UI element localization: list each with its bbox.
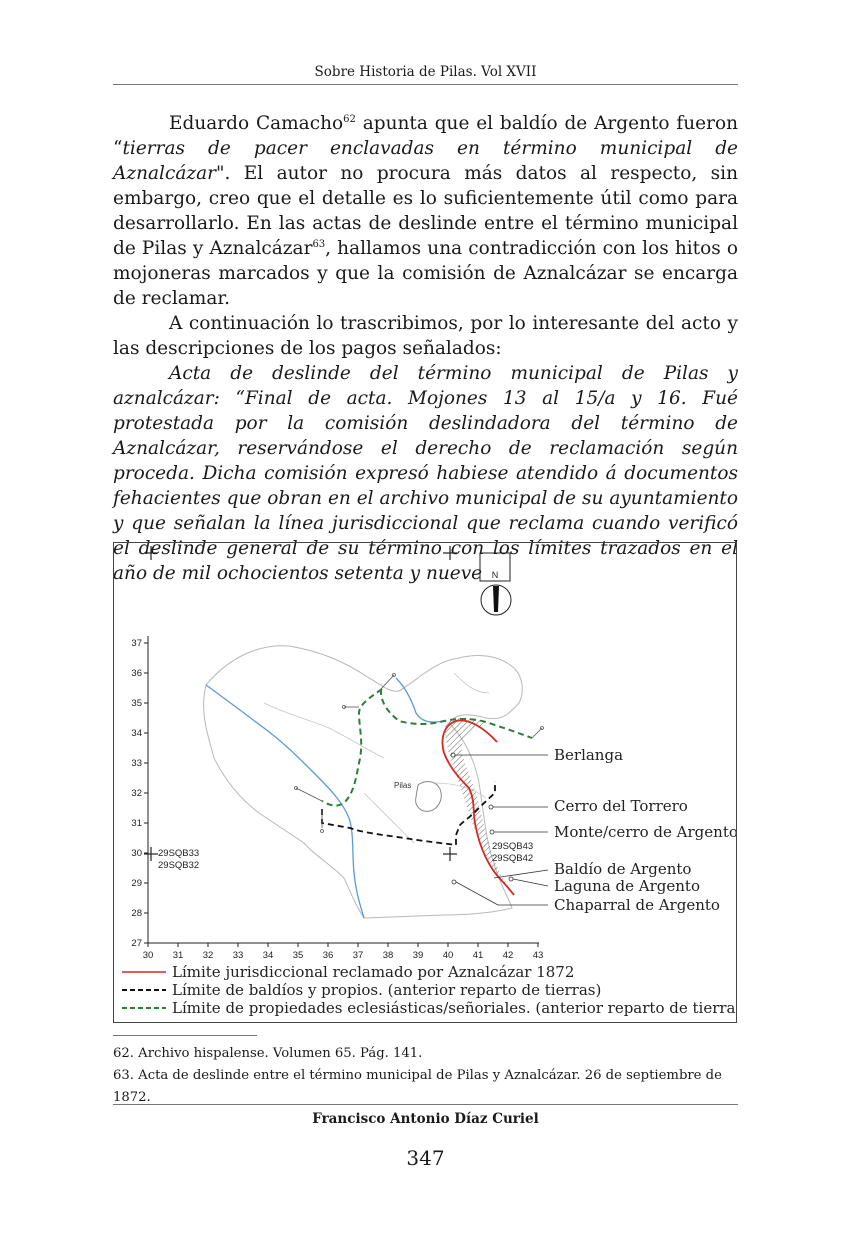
footnote-ref-63: 63 [312, 238, 326, 250]
x-tick-label: 43 [532, 950, 544, 961]
y-tick-label: 33 [131, 758, 142, 769]
legend-green-label: Límite de propiedades eclesiásticas/señoriales. (anterior reparto de tierras) [172, 999, 736, 1017]
y-tick-label: 31 [131, 818, 142, 829]
x-tick-label: 37 [352, 950, 364, 961]
grid-crosses [144, 546, 457, 861]
footnote-63: 63. Acta de deslinde entre el término municipal de Pilas y Aznalcázar. 26 de septiembre de 1872. [113, 1068, 722, 1105]
river-east [396, 678, 444, 722]
y-tick-label: 28 [131, 908, 142, 919]
legend-red-label: Límite jurisdiccional reclamado por Aznalcázar 1872 [172, 963, 575, 981]
sheet-label-left-bottom: 29SQB32 [158, 860, 200, 871]
label-baldio-argento: Baldío de Argento [554, 860, 692, 878]
sheet-label-right-bottom: 29SQB42 [492, 853, 534, 864]
footer-rule [113, 1104, 738, 1105]
x-tick-label: 40 [442, 950, 454, 961]
p1-quote: tierras de pacer enclavadas en término municipal de Aznalcázar [113, 138, 738, 184]
ecclesiastical-boundary-line [322, 689, 532, 806]
legend-black-label: Límite de baldíos y propios. (anterior reparto de tierras) [172, 981, 602, 999]
y-tick-label: 32 [131, 788, 142, 799]
paragraph-2: A continuación lo trascribimos, por lo interesante del acto y las descripciones de los pagos señalados: [113, 313, 738, 359]
p1-text-d: , hallamos una contradicción con los hitos o mojoneras marcados y que la comisión de Aznalcázar se encarga de reclamar. [113, 238, 738, 309]
footnote-ref-62: 62 [343, 113, 356, 125]
x-tick-label: 35 [292, 950, 304, 961]
town-label: Pilas [394, 781, 412, 790]
page-number: 347 [406, 1146, 445, 1170]
p1-text-a: Eduardo Camacho [169, 113, 344, 134]
paragraph-3: Acta de deslinde del término municipal de Pilas y aznalcázar: “Final de acta. Mojones 13 al 15/a y 16. Fué protestada por la comisión deslindadora del término de Aznalcázar, reservándose el derecho de reclamación según proceda. Dicha comisión expresó habiese atendido á documentos fehacientes que obran en el archivo municipal de su ayuntamiento y que señalan la línea jurisdiccional que reclama cuando verificó el deslinde general de su término con los límites trazados en el año de mil ochocientos setenta y nueve [113, 363, 738, 584]
sheet-label-left-top: 29SQB33 [158, 848, 200, 859]
p1-text-c: ". El autor no procura más datos al respecto, sin embargo, creo que el detalle es lo suficientemente útil como para desarrollarlo. En las actas de deslinde entre el término municipal de Pilas y Aznalcázar [113, 163, 738, 259]
x-tick-label: 33 [232, 950, 244, 961]
y-tick-label: 36 [131, 668, 142, 679]
label-monte-argento: Monte/cerro de Argento [554, 823, 736, 841]
footer-author: Francisco Antonio Díaz Curiel [312, 1111, 539, 1127]
map-legend [122, 963, 736, 1017]
label-chaparral-argento: Chaparral de Argento [554, 896, 720, 914]
y-tick-label: 29 [131, 878, 142, 889]
boundary-map [113, 542, 737, 1023]
footnotes [113, 1043, 753, 1109]
sheet-label-right-top: 29SQB43 [492, 841, 534, 852]
river-west [206, 685, 364, 918]
label-cerro-torrero: Cerro del Torrero [554, 797, 688, 815]
x-tick-label: 39 [412, 950, 424, 961]
x-tick-label: 30 [142, 950, 154, 961]
axes [144, 636, 539, 947]
header-rule [113, 84, 738, 85]
x-tick-label: 32 [202, 950, 214, 961]
municipal-boundary [204, 646, 523, 918]
footnote-rule [113, 1035, 257, 1036]
y-tick-label: 30 [131, 848, 142, 859]
x-tick-label: 31 [172, 950, 184, 961]
pilas-outline [416, 782, 442, 812]
x-tick-label: 38 [382, 950, 394, 961]
north-arrow-icon [480, 553, 511, 615]
x-tick-label: 41 [472, 950, 484, 961]
y-tick-label: 35 [131, 698, 142, 709]
running-header: Sobre Historia de Pilas. Vol XVII [314, 64, 537, 80]
footnote-62: 62. Archivo hispalense. Volumen 65. Pág. 141. [113, 1046, 423, 1061]
paragraph-1 [113, 111, 738, 311]
p1-text-b: apunta que el baldío de Argento fueron “ [113, 113, 738, 159]
x-tick-label: 36 [322, 950, 334, 961]
y-tick-label: 27 [131, 938, 142, 949]
x-tick-label: 42 [502, 950, 514, 961]
label-berlanga: Berlanga [554, 746, 624, 764]
x-tick-label: 34 [262, 950, 274, 961]
y-tick-label: 34 [131, 728, 142, 739]
map-svg [114, 543, 736, 1022]
y-tick-label: 37 [131, 638, 142, 649]
label-laguna-argento: Laguna de Argento [554, 877, 700, 895]
north-label: N [491, 570, 499, 580]
body-text [113, 111, 738, 586]
